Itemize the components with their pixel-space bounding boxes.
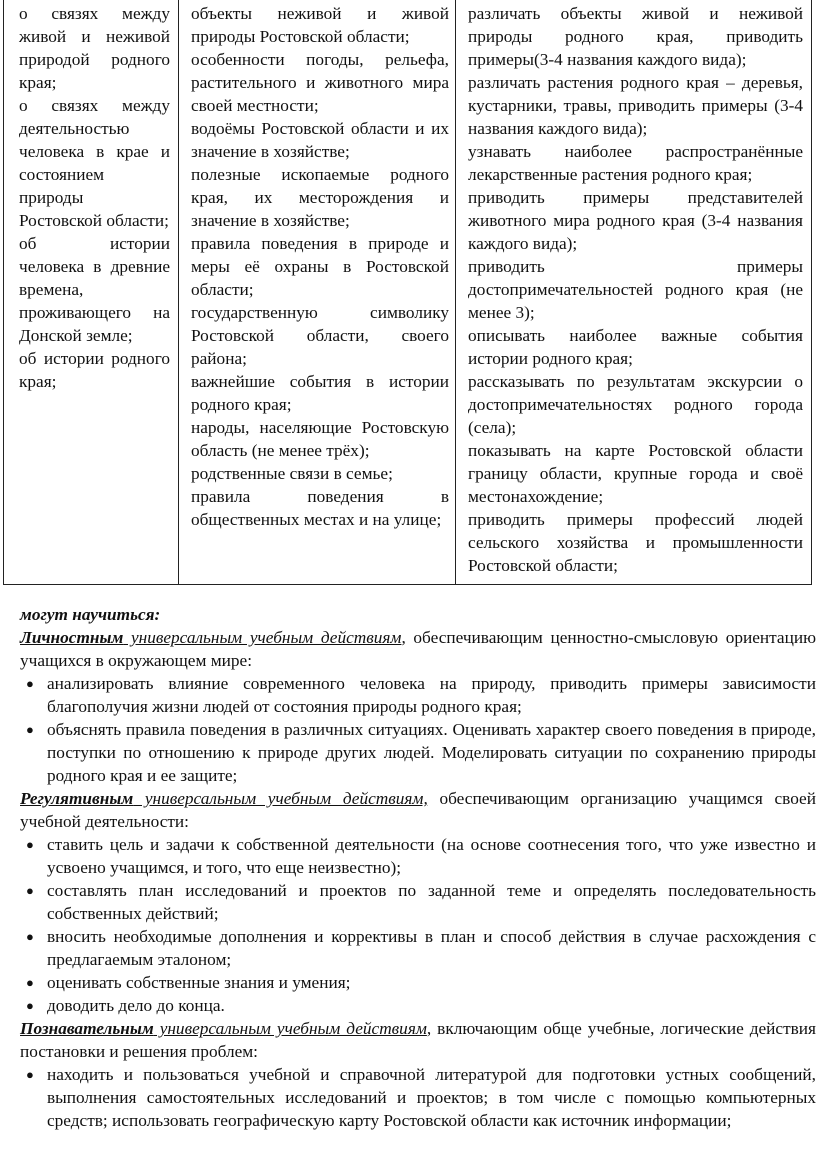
list-item <box>20 994 816 1017</box>
document-body <box>20 603 816 1132</box>
table-cell-paragraph: водоёмы Ростовской области и их значение в хозяйстве; <box>191 119 449 161</box>
list-item <box>20 672 816 718</box>
table-cell-paragraph: приводить примеры представителей животного мира родного края (3-4 названия каждого вида); <box>468 188 803 253</box>
bullet-icon: ● <box>26 1067 34 1082</box>
bullet-icon: ● <box>26 998 34 1013</box>
table-cell-paragraph: рассказывать по результатам экскурсии о достопримечательностях родного города (села); <box>468 372 803 437</box>
list-item-text: объяснять правила поведения в различных ситуациях. Оценивать характер своего поведения в природе, поступки по отношению к природе других людей. Моделировать ситуации по сохранению природы родного края и ее защите; <box>47 720 816 785</box>
table-cell-paragraph: правила поведения в общественных местах и на улице; <box>191 487 449 529</box>
table-cell-paragraph: об истории родного края; <box>19 349 170 391</box>
table-cell-paragraph: приводить примеры профессий людей сельского хозяйства и промышленности Ростовской области; <box>468 510 803 575</box>
outcomes-table <box>3 0 812 585</box>
list-item-text: составлять план исследований и проектов по заданной теме и определять последовательность собственных действий; <box>47 881 816 923</box>
list-item-text: доводить дело до конца. <box>47 996 225 1015</box>
bullet-icon: ● <box>26 722 34 737</box>
bullet-icon: ● <box>26 676 34 691</box>
bullet-list-cognitive <box>20 1063 816 1132</box>
bullet-list-regulatory <box>20 833 816 1017</box>
list-item <box>20 718 816 787</box>
table-cell-paragraph: объекты неживой и живой природы Ростовской области; <box>191 4 449 46</box>
section-lead-term: Регулятивным <box>20 789 134 808</box>
list-item <box>20 833 816 879</box>
section-lead-term: Личностным <box>20 628 124 647</box>
section-intro-personal <box>20 626 816 672</box>
section-heading: могут научиться: <box>20 605 161 624</box>
table-column-knowledge-topics <box>4 0 179 584</box>
table-cell-paragraph: государственную символику Ростовской области, своего района; <box>191 303 449 368</box>
bullet-icon: ● <box>26 929 34 944</box>
section-lead-rest: обеспечивающим организацию учащимся своей учебной деятельности: <box>20 789 816 831</box>
section-intro-cognitive <box>20 1017 816 1063</box>
table-cell-paragraph: узнавать наиболее распространённые лекарственные растения родного края; <box>468 142 803 184</box>
section-lead-phrase: универсальным учебным действиям <box>123 628 402 647</box>
table-cell-paragraph: народы, населяющие Ростовскую область (не менее трёх); <box>191 418 449 460</box>
list-item <box>20 971 816 994</box>
section-lead-rest: , обеспечивающим ценностно-смысловую ориентацию учащихся в окружающем мире: <box>20 628 816 670</box>
section-lead-phrase: универсальным учебным действиям <box>153 1019 427 1038</box>
table-cell-paragraph: полезные ископаемые родного края, их месторождения и значение в хозяйстве; <box>191 165 449 230</box>
table-column-will-be-able <box>456 0 811 584</box>
table-cell-paragraph: о связях между деятельностью человека в крае и состоянием природы Ростовской области; <box>19 96 170 230</box>
table-cell-paragraph: об истории человека в древние времена, проживающего на Донской земле; <box>19 234 170 345</box>
bullet-list-personal <box>20 672 816 787</box>
list-item <box>20 1063 816 1132</box>
list-item-text: находить и пользоваться учебной и справочной литературой для подготовки устных сообщений, выполнения самостоятельных исследований и проектов; в том числе с помощью компьютерных средств; использовать географическую карту Ростовской области как источник информации; <box>47 1065 816 1130</box>
table-cell-paragraph: приводить примеры достопримечательностей родного края (не менее 3); <box>468 257 803 322</box>
list-item-text: оценивать собственные знания и умения; <box>47 973 351 992</box>
table-cell-paragraph: описывать наиболее важные события истории родного края; <box>468 326 803 368</box>
list-item-text: вносить необходимые дополнения и коррективы в план и способ действия в случае расхождения с предлагаемым эталоном; <box>47 927 816 969</box>
section-lead-rest: , включающим обще учебные, логические действия постановки и решения проблем: <box>20 1019 816 1061</box>
table-cell-paragraph: о связях между живой и неживой природой родного края; <box>19 4 170 92</box>
table-cell-paragraph: особенности погоды, рельефа, растительного и животного мира своей местности; <box>191 50 449 115</box>
table-cell-paragraph: различать растения родного края – деревья, кустарники, травы, приводить примеры (3-4 названия каждого вида); <box>468 73 803 138</box>
table-cell-paragraph: правила поведения в природе и меры её охраны в Ростовской области; <box>191 234 449 299</box>
bullet-icon: ● <box>26 837 34 852</box>
table-cell-paragraph: родственные связи в семье; <box>191 464 393 483</box>
list-item <box>20 925 816 971</box>
bullet-icon: ● <box>26 883 34 898</box>
table-cell-paragraph: различать объекты живой и неживой природы родного края, приводить примеры(3-4 названия каждого вида); <box>468 4 803 69</box>
table-cell-paragraph: показывать на карте Ростовской области границу области, крупные города и своё местонахождение; <box>468 441 803 506</box>
bullet-icon: ● <box>26 975 34 990</box>
list-item-text: ставить цель и задачи к собственной деятельности (на основе соотнесения того, что уже известно и усвоено учащимся, и того, что еще неизвестно); <box>47 835 816 877</box>
section-lead-term: Познавательным <box>20 1019 154 1038</box>
table-cell-paragraph: важнейшие события в истории родного края; <box>191 372 449 414</box>
list-item-text: анализировать влияние современного человека на природу, приводить примеры зависимости благополучия жизни людей от состояния природы родного края; <box>47 674 816 716</box>
section-lead-phrase: универсальным учебным действиям, <box>133 789 428 808</box>
section-intro-regulatory <box>20 787 816 833</box>
list-item <box>20 879 816 925</box>
table-column-will-know <box>179 0 456 584</box>
